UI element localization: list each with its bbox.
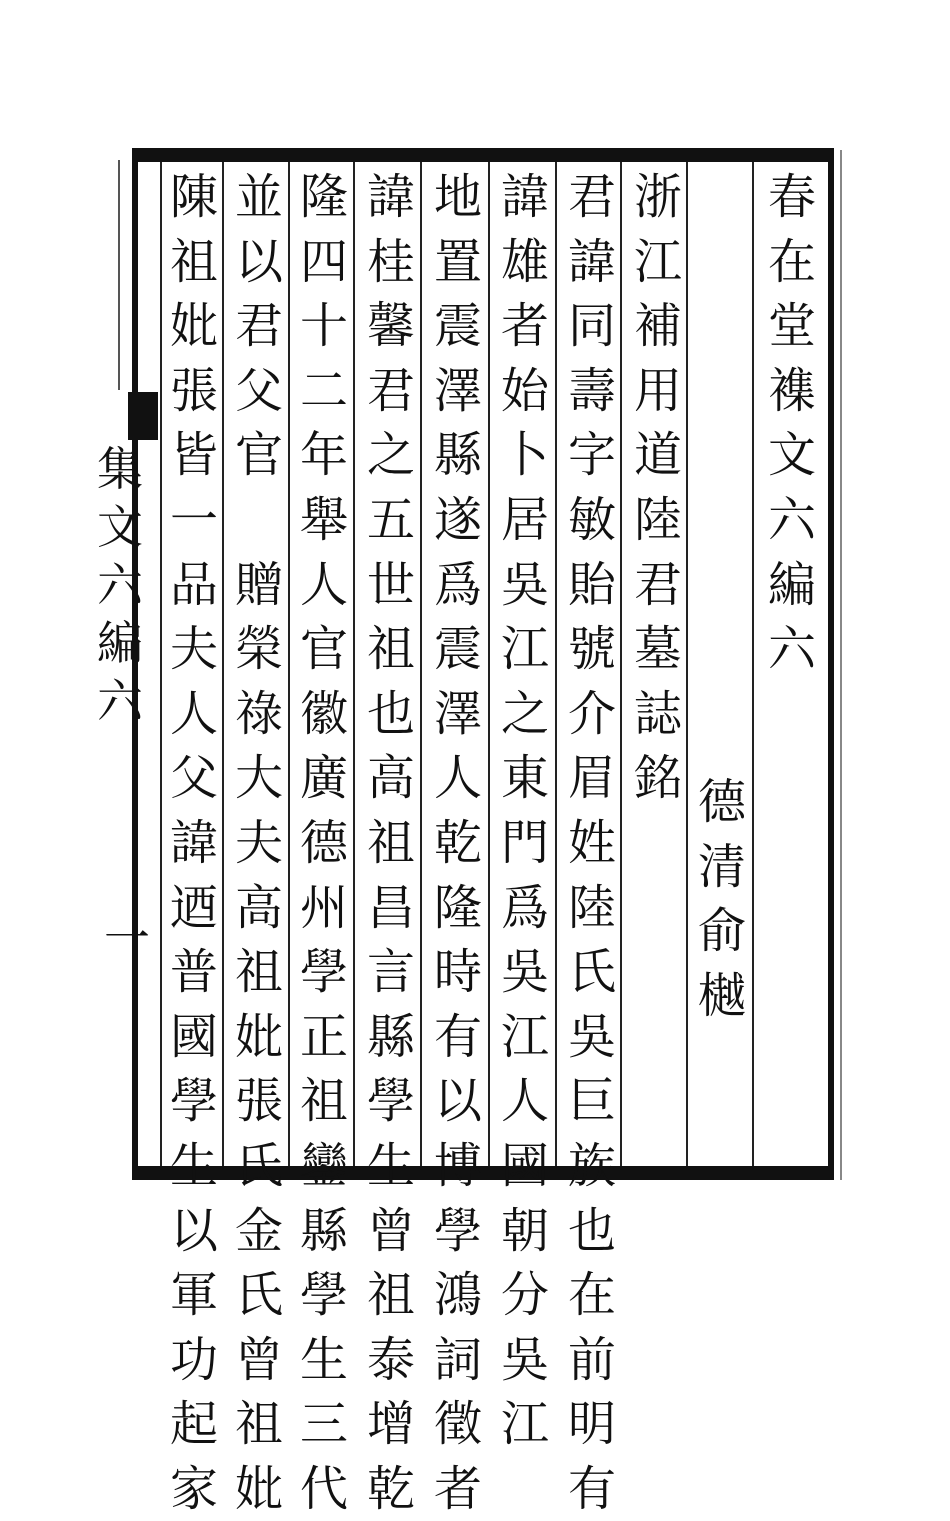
character: 族 [567, 1137, 616, 1194]
character: 迺 [169, 879, 218, 936]
character: 用 [633, 362, 682, 419]
character: 並 [234, 169, 283, 225]
character: 增 [366, 1396, 415, 1453]
character: 君 [633, 556, 682, 613]
character: 遂 [433, 491, 482, 548]
character: 舉 [299, 491, 348, 548]
character: 江 [500, 1396, 549, 1453]
character: 陸 [567, 879, 616, 936]
character: 以 [433, 1073, 482, 1130]
character: 者 [433, 1460, 482, 1517]
character: 陸 [633, 491, 682, 548]
text-column-8 [164, 165, 224, 1521]
character: 徽 [299, 685, 348, 742]
character: 氏 [234, 1137, 283, 1194]
character: 妣 [234, 1008, 283, 1065]
character: 澤 [433, 362, 482, 419]
character: 卜 [500, 427, 549, 484]
character: 祖 [234, 1396, 283, 1453]
character: 明 [567, 1396, 616, 1453]
column-divider [488, 162, 490, 1166]
text-column-3-part-b [501, 1134, 549, 1457]
character: 補 [633, 298, 682, 355]
character: 軍 [169, 1267, 218, 1324]
character: 爲 [500, 879, 549, 936]
character: 乾 [366, 1460, 415, 1517]
character: 時 [433, 944, 482, 1001]
character: 在 [567, 1267, 616, 1324]
character: 張 [169, 362, 218, 419]
character: 六 [767, 621, 816, 678]
character: 隆 [433, 879, 482, 936]
character: 博 [433, 1137, 482, 1194]
character: 祖 [366, 621, 415, 678]
character: 諱 [567, 233, 616, 290]
character: 敏 [567, 491, 616, 548]
text-column-3-part-a [501, 165, 549, 1134]
character: 鴻 [433, 1267, 482, 1324]
author-column [692, 770, 752, 1028]
character: 父 [169, 750, 218, 807]
character: 德 [697, 774, 746, 830]
spine-page-number: 一 [104, 911, 150, 965]
character: 地 [433, 169, 482, 225]
character: 諱 [169, 814, 218, 871]
character: 文 [767, 427, 816, 484]
character: 祖 [169, 233, 218, 290]
character: 祿 [234, 685, 283, 742]
character: 號 [567, 621, 616, 678]
character: 州 [299, 879, 348, 936]
character: 同 [567, 298, 616, 355]
character: 妣 [234, 1460, 283, 1517]
character: 學 [433, 1202, 482, 1259]
character: 三 [299, 1396, 348, 1453]
character: 曾 [366, 1202, 415, 1259]
frame-top-border [132, 148, 834, 162]
character: 墓 [633, 621, 682, 678]
character: 爲 [433, 556, 482, 613]
text-column-1 [628, 165, 688, 811]
character: 清 [697, 838, 746, 895]
character: 居 [500, 491, 549, 548]
character: 諱 [500, 169, 549, 225]
character: 編 [767, 556, 816, 613]
character: 前 [567, 1331, 616, 1388]
character: 祖 [234, 944, 283, 1001]
text-column-2 [562, 165, 622, 1521]
character: 昌 [366, 879, 415, 936]
character: 曾 [234, 1331, 283, 1388]
character: 樾 [697, 967, 746, 1024]
character: 有 [433, 1008, 482, 1065]
character: 眉 [567, 750, 616, 807]
character: 澤 [433, 685, 482, 742]
character: 二 [299, 362, 348, 419]
character: 代 [299, 1460, 348, 1517]
character: 乾 [433, 814, 482, 871]
character: 廣 [299, 750, 348, 807]
character: 吳 [567, 1008, 616, 1065]
character: 祖 [299, 1073, 348, 1130]
character: 學 [169, 1073, 218, 1130]
character: 浙 [633, 169, 682, 225]
character: 編 [97, 616, 143, 670]
character: 字 [567, 427, 616, 484]
character: 誌 [633, 685, 682, 742]
character: 雄 [500, 233, 549, 290]
character: 夫 [234, 814, 283, 871]
character: 言 [366, 944, 415, 1001]
character: 人 [169, 685, 218, 742]
character: 以 [234, 233, 283, 290]
character: 世 [366, 556, 415, 613]
column-divider [160, 162, 162, 1166]
character: 十 [299, 298, 348, 355]
character: 巨 [567, 1073, 616, 1130]
character: 震 [433, 621, 482, 678]
character: 妣 [169, 298, 218, 355]
outer-margin-rule [840, 150, 842, 1180]
character: 堂 [767, 298, 816, 355]
character: 人 [299, 556, 348, 613]
character: 集 [97, 442, 143, 496]
character: 年 [299, 427, 348, 484]
character: 陳 [169, 169, 218, 225]
character: 高 [234, 879, 283, 936]
character: 生 [366, 1137, 415, 1194]
book-title-column [762, 165, 822, 682]
character: 德 [299, 814, 348, 871]
column-divider [555, 162, 557, 1166]
character: 普 [169, 944, 218, 1001]
character: 徵 [433, 1396, 482, 1453]
spine-upper-rule [118, 160, 120, 390]
character: 鑾 [299, 1137, 348, 1194]
character: 縣 [433, 427, 482, 484]
character: 馨 [366, 298, 415, 355]
character: 起 [169, 1396, 218, 1453]
character: 者 [500, 298, 549, 355]
column-divider [752, 162, 754, 1166]
character: 隆 [299, 169, 348, 225]
character: 君 [366, 362, 415, 419]
character: 六 [97, 674, 143, 728]
character: 以 [169, 1202, 218, 1259]
character: 介 [567, 685, 616, 742]
character: 吳 [500, 556, 549, 613]
character: 吳 [500, 944, 549, 1001]
character: 六 [767, 491, 816, 548]
character: 泰 [366, 1331, 415, 1388]
character: 有 [567, 1460, 616, 1517]
character: 生 [169, 1137, 218, 1194]
character: 四 [299, 233, 348, 290]
character: 也 [567, 1202, 616, 1259]
text-column-6 [294, 165, 354, 1521]
text-column-7 [229, 165, 289, 1521]
character: 縣 [299, 1202, 348, 1259]
character: 榮 [234, 621, 283, 678]
character: 一 [169, 491, 218, 548]
character: 金 [234, 1202, 283, 1259]
text-column-3 [495, 165, 555, 1457]
character: 分 [500, 1267, 549, 1324]
character: 春 [767, 169, 816, 225]
character: 壽 [567, 362, 616, 419]
character: 江 [500, 621, 549, 678]
character: 贈 [234, 556, 283, 613]
character: 學 [366, 1073, 415, 1130]
character: 高 [366, 750, 415, 807]
character: 正 [299, 1008, 348, 1065]
character: 諱 [366, 169, 415, 225]
character: 震 [433, 298, 482, 355]
character: 襍 [767, 362, 816, 419]
character: 詞 [433, 1331, 482, 1388]
character: 道 [633, 427, 682, 484]
character: 之 [366, 427, 415, 484]
character: 祖 [366, 814, 415, 871]
character: 家 [169, 1460, 218, 1517]
character: 縣 [366, 1008, 415, 1065]
character: 學 [299, 944, 348, 1001]
character: 五 [366, 491, 415, 548]
character: 君 [234, 298, 283, 355]
character: 俞 [697, 903, 746, 960]
spine-fishtail-mark [128, 392, 158, 440]
character: 父 [234, 362, 283, 419]
character: 品 [169, 556, 218, 613]
character: 之 [500, 685, 549, 742]
character: 功 [169, 1331, 218, 1388]
character: 貽 [567, 556, 616, 613]
text-column-5 [361, 165, 421, 1521]
character: 文 [97, 500, 143, 554]
character: 夫 [169, 621, 218, 678]
character: 江 [500, 1008, 549, 1065]
character: 東 [500, 750, 549, 807]
text-column-7-part-b [235, 553, 283, 1521]
character: 皆 [169, 427, 218, 484]
character: 也 [366, 685, 415, 742]
character: 置 [433, 233, 482, 290]
character: 門 [500, 814, 549, 871]
character: 姓 [567, 814, 616, 871]
character: 銘 [633, 750, 682, 807]
character: 朝 [500, 1202, 549, 1259]
frame-right-border [828, 148, 834, 1180]
spine-label [90, 440, 150, 730]
character: 生 [299, 1331, 348, 1388]
character: 君 [567, 169, 616, 225]
character: 在 [767, 233, 816, 290]
character: 吳 [500, 1331, 549, 1388]
character: 官 [299, 621, 348, 678]
character: 人 [500, 1073, 549, 1130]
character: 江 [633, 233, 682, 290]
character: 大 [234, 750, 283, 807]
character: 學 [299, 1267, 348, 1324]
character: 張 [234, 1073, 283, 1130]
character: 人 [433, 750, 482, 807]
character: 祖 [366, 1267, 415, 1324]
character: 始 [500, 362, 549, 419]
character: 氏 [234, 1267, 283, 1324]
character: 官 [234, 427, 283, 484]
text-column-4 [428, 165, 488, 1521]
character: 氏 [567, 944, 616, 1001]
character: 國 [500, 1137, 549, 1194]
character: 六 [97, 558, 143, 612]
text-column-7-part-a [235, 165, 283, 488]
character: 桂 [366, 233, 415, 290]
character: 國 [169, 1008, 218, 1065]
